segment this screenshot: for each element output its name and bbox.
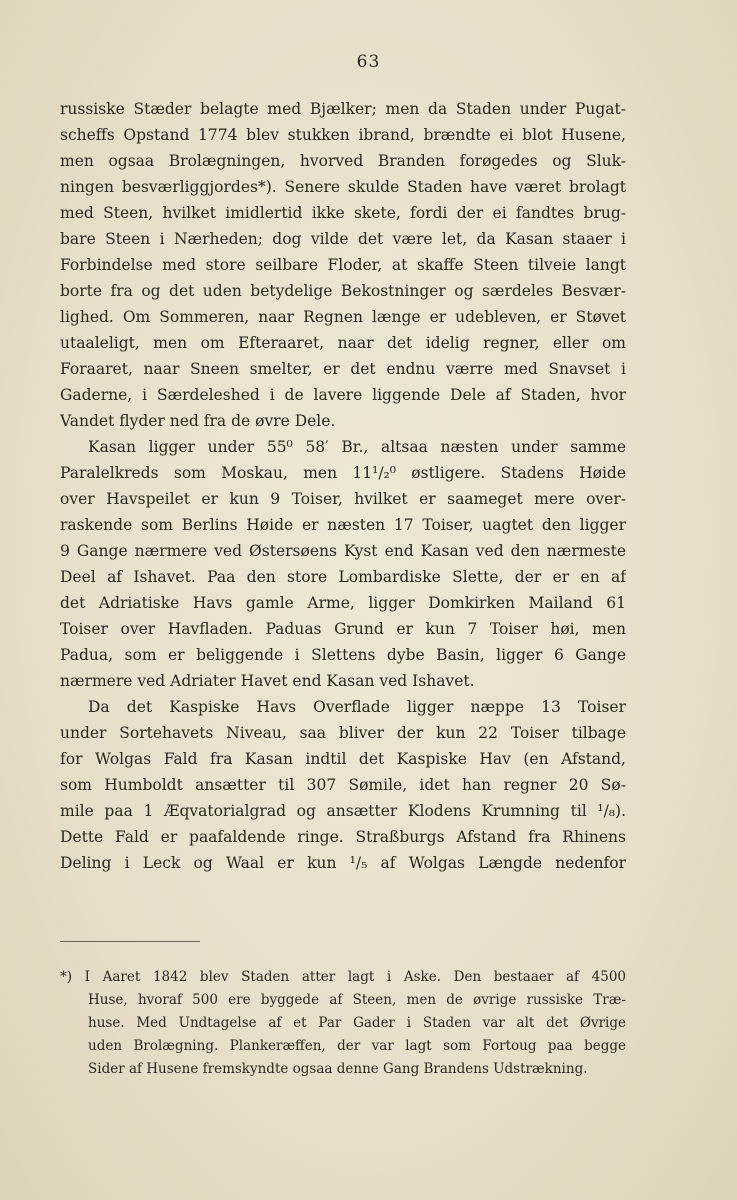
text-line: Kasan ligger under 55⁰ 58′ Br., altsaa næsten under samme <box>88 438 626 456</box>
footnote <box>60 966 626 1081</box>
footnote-divider <box>60 941 200 942</box>
text-line: Foraaret, naar Sneen smelter, er det endnu værre med Snavset i <box>60 360 626 378</box>
text-line: for Wolgas Fald fra Kasan indtil det Kaspiske Hav (en Afstand, <box>60 750 626 768</box>
text-line: Gaderne, i Særdeleshed i de lavere liggende Dele af Staden, hvor <box>60 386 626 404</box>
text-line: Padua, som er beliggende i Slettens dybe Basin, ligger 6 Gange <box>60 646 626 664</box>
text-line: Vandet flyder ned fra de øvre Dele. <box>60 412 336 430</box>
footnote-line: *) I Aaret 1842 blev Staden atter lagt i Aske. Den bestaaer af 4500 <box>60 969 626 985</box>
text-line: Forbindelse med store seilbare Floder, at skaffe Steen tilveie langt <box>60 256 626 274</box>
text-line: scheffs Opstand 1774 blev stukken ibrand, brændte ei blot Husene, <box>60 126 626 144</box>
text-line: russiske Stæder belagte med Bjælker; men da Staden under Pugat- <box>60 100 626 118</box>
text-line: ningen besværliggjordes*). Senere skulde Staden have været brolagt <box>60 178 626 196</box>
text-line: utaaleligt, men om Efteraaret, naar det idelig regner, eller om <box>60 334 626 352</box>
text-line: Toiser over Havfladen. Paduas Grund er kun 7 Toiser høi, men <box>60 620 626 638</box>
text-line: borte fra og det uden betydelige Bekostninger og særdeles Besvær- <box>60 282 626 300</box>
text-line: Deling i Leck og Waal er kun ¹/₅ af Wolgas Længde nedenfor <box>60 854 626 872</box>
text-line: men ogsaa Brolægningen, hvorved Branden forøgedes og Sluk- <box>60 152 626 170</box>
text-line: med Steen, hvilket imidlertid ikke skete, fordi der ei fandtes brug- <box>60 204 626 222</box>
text-line: under Sortehavets Niveau, saa bliver der kun 22 Toiser tilbage <box>60 724 626 742</box>
text-line: nærmere ved Adriater Havet end Kasan ved Ishavet. <box>60 672 475 690</box>
text-line: lighed. Om Sommeren, naar Regnen længe er udebleven, er Støvet <box>60 308 626 326</box>
text-line: mile paa 1 Æqvatorialgrad og ansætter Klodens Krumning til ¹/₈). <box>60 802 626 820</box>
text-line: raskende som Berlins Høide er næsten 17 Toiser, uagtet den ligger <box>60 516 626 534</box>
text-line: det Adriatiske Havs gamle Arme, ligger Domkirken Mailand 61 <box>60 594 626 612</box>
text-line: Deel af Ishavet. Paa den store Lombardiske Slette, der er en af <box>60 568 626 586</box>
text-line: 9 Gange nærmere ved Østersøens Kyst end Kasan ved den nærmeste <box>60 542 626 560</box>
text-line: Paralelkreds som Moskau, men 11¹/₂⁰ østligere. Stadens Høide <box>60 464 626 482</box>
body-text <box>60 96 626 876</box>
text-line: bare Steen i Nærheden; dog vilde det være let, da Kasan staaer i <box>60 230 626 248</box>
footnote-line: uden Brolægning. Plankeræffen, der var lagt som Fortoug paa begge <box>88 1038 626 1054</box>
text-line: Da det Kaspiske Havs Overflade ligger næppe 13 Toiser <box>88 698 626 716</box>
footnote-line: Huse, hvoraf 500 ere byggede af Steen, men de øvrige russiske Træ- <box>88 992 626 1008</box>
text-line: Dette Fald er paafaldende ringe. Straßburgs Afstand fra Rhinens <box>60 828 626 846</box>
footnote-line: Sider af Husene fremskyndte ogsaa denne Gang Brandens Udstrækning. <box>88 1061 588 1077</box>
footnote-line: huse. Med Undtagelse af et Par Gader i Staden var alt det Øvrige <box>88 1015 626 1031</box>
page-number: 63 <box>356 52 381 72</box>
text-line: som Humboldt ansætter til 307 Sømile, idet han regner 20 Sø- <box>60 776 626 794</box>
text-line: over Havspeilet er kun 9 Toiser, hvilket er saameget mere over- <box>60 490 626 508</box>
